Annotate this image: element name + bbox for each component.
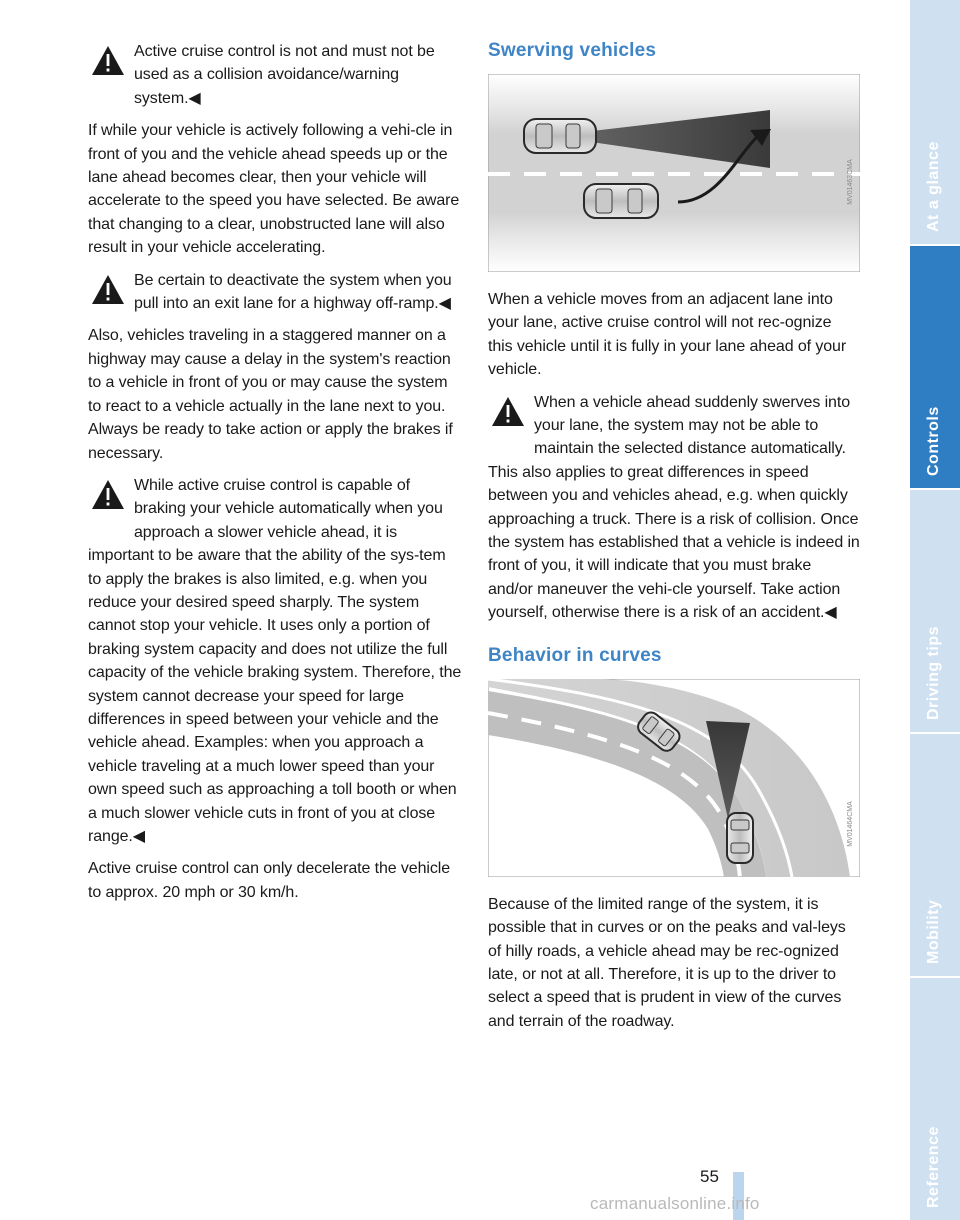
tab-label: Reference xyxy=(925,1126,942,1208)
car-icon xyxy=(727,813,753,863)
car-icon xyxy=(584,184,658,218)
body-paragraph: If while your vehicle is actively following a vehi-cle in front of you and the vehicle ahead speeds up or the lane ahead becomes clear, then your vehicle will accelerate to the speed you have selected. Be aware that changing to a clear, unobstructed lane will also result in your vehicle accelerating. xyxy=(88,122,460,257)
warning-text: When a vehicle ahead suddenly swerves into your lane, the system may not be able to maintain the selected distance automatically. This also applies to great differences in speed between you and vehicles ahead, e.g. when quickly approaching a truck. There is a risk of collision. Once the system has established that a vehicle is indeed in front of you, it will indicate that you must brake and/or maneuver the vehi-cle yourself. Take action yourself, otherwise there is a risk of an accident. xyxy=(488,393,860,622)
warning-note xyxy=(88,269,462,316)
figure-code: MV01464CMA xyxy=(847,800,854,847)
warning-text: Active cruise control is not and must not be used as a collision avoidance/warning system. xyxy=(134,43,435,107)
car-icon xyxy=(524,119,596,153)
end-mark: ◀ xyxy=(188,89,201,107)
warning-triangle-icon xyxy=(88,270,132,316)
tab-driving-tips[interactable] xyxy=(910,490,960,732)
warning-text: While active cruise control is capable of braking your vehicle automatically when you approach a slower vehicle ahead, it is important to be aware that the ability of the sys-tem to apply the brakes is also limited, e.g. when you reduce your desired speed sharply. The system cannot stop your vehicle. It uses only a portion of braking system capacity and does not utilize the full capacity of the vehicle braking system. Therefore, the system cannot decrease your speed for large differences in speed between your vehicle and the vehicle ahead. Examples: when you approach a vehicle traveling at a much lower speed than your own speed such as approaching a toll booth or when a much slower vehicle cuts in front of you at close range. xyxy=(88,476,462,845)
end-mark: ◀ xyxy=(132,828,145,845)
section-heading: Swerving vehicles xyxy=(488,40,657,61)
warning-triangle-icon xyxy=(88,41,132,87)
warning-note xyxy=(88,474,462,849)
warning-note xyxy=(488,391,860,625)
right-column xyxy=(488,40,860,1042)
tab-mobility[interactable] xyxy=(910,734,960,976)
watermark: carmanualsonline.info xyxy=(590,1194,760,1213)
body-paragraph: Also, vehicles traveling in a staggered manner on a highway may cause a delay in the system's reaction to a vehicle in front of you or may cause the system to react to a vehicle actually in the lane next to you. Always be ready to take action or apply the brakes if necessary. xyxy=(88,327,453,462)
tab-label: Controls xyxy=(925,406,942,476)
tab-reference[interactable] xyxy=(910,978,960,1220)
tab-label: Driving tips xyxy=(925,625,942,720)
warning-triangle-icon xyxy=(88,475,132,521)
section-heading: Behavior in curves xyxy=(488,644,662,666)
curve-behavior-figure xyxy=(488,679,860,877)
warning-text: Be certain to deactivate the system when you pull into an exit lane for a highway off-ramp. xyxy=(134,271,452,313)
tab-controls[interactable] xyxy=(910,246,960,488)
tab-label: Mobility xyxy=(925,899,942,964)
tab-at-a-glance[interactable] xyxy=(910,0,960,244)
tab-label: At a glance xyxy=(925,141,942,232)
figure-code: MV01463CMA xyxy=(847,159,854,205)
end-mark: ◀ xyxy=(824,604,837,622)
body-paragraph: When a vehicle moves from an adjacent lane into your lane, active cruise control will not rec-ognize this vehicle until it is fully in your lane ahead of your vehicle. xyxy=(488,291,847,379)
body-paragraph: Active cruise control can only decelerate the vehicle to approx. 20 mph or 30 km/h. xyxy=(88,860,451,901)
left-column xyxy=(88,40,462,913)
warning-note xyxy=(88,40,462,110)
swerving-vehicles-figure xyxy=(488,74,860,272)
warning-triangle-icon xyxy=(488,392,532,438)
end-mark: ◀ xyxy=(438,295,451,313)
chapter-sidebar xyxy=(910,0,960,1220)
body-paragraph: Because of the limited range of the system, it is possible that in curves or on the peaks and val-leys of hilly roads, a vehicle ahead may be rec-ognized late, or not at all. Therefore, it is up to the driver to select a speed that is prudent in view of the curves and terrain of the roadway. xyxy=(488,895,846,1030)
page-number: 55 xyxy=(700,1167,719,1186)
